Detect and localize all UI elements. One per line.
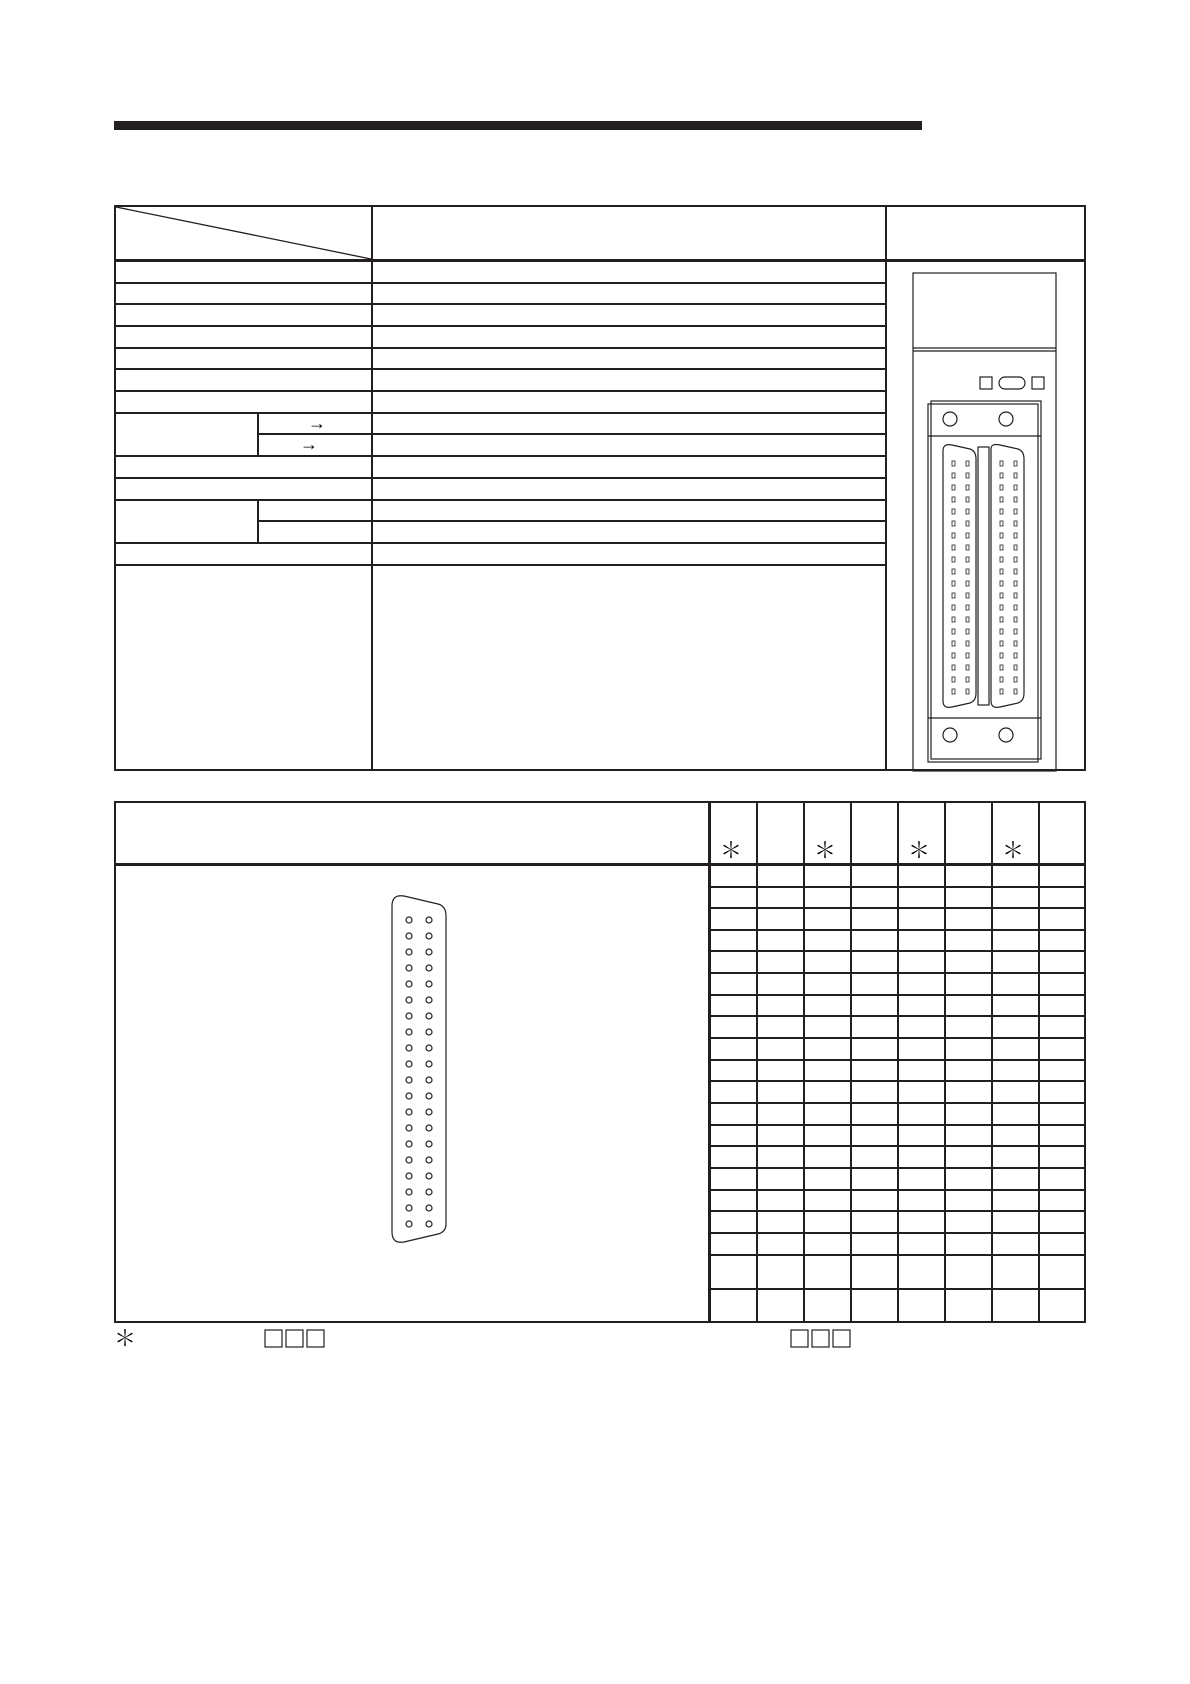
section-title-bar (114, 121, 922, 130)
footnote-asterisk: ＊ (114, 1326, 137, 1351)
arrow-symbol-1: → (308, 413, 326, 433)
placeholder-boxes-1 (264, 1329, 330, 1349)
header-asterisk-1: ＊ (720, 838, 743, 863)
header-diagonal-line (114, 205, 372, 261)
io-module-illustration (886, 261, 1086, 771)
pin-table (114, 801, 1086, 1323)
placeholder-boxes-2 (790, 1329, 856, 1349)
header-asterisk-3: ＊ (908, 838, 931, 863)
header-asterisk-4: ＊ (1002, 838, 1025, 863)
arrow-symbol-2: → (300, 434, 318, 454)
pin-table-main-sep (708, 801, 711, 1323)
pin-table-header-rule (114, 863, 1086, 866)
connector-pinout-illustration (380, 890, 460, 1250)
spec-table-col-sep-1 (371, 205, 373, 771)
header-asterisk-2: ＊ (814, 838, 837, 863)
